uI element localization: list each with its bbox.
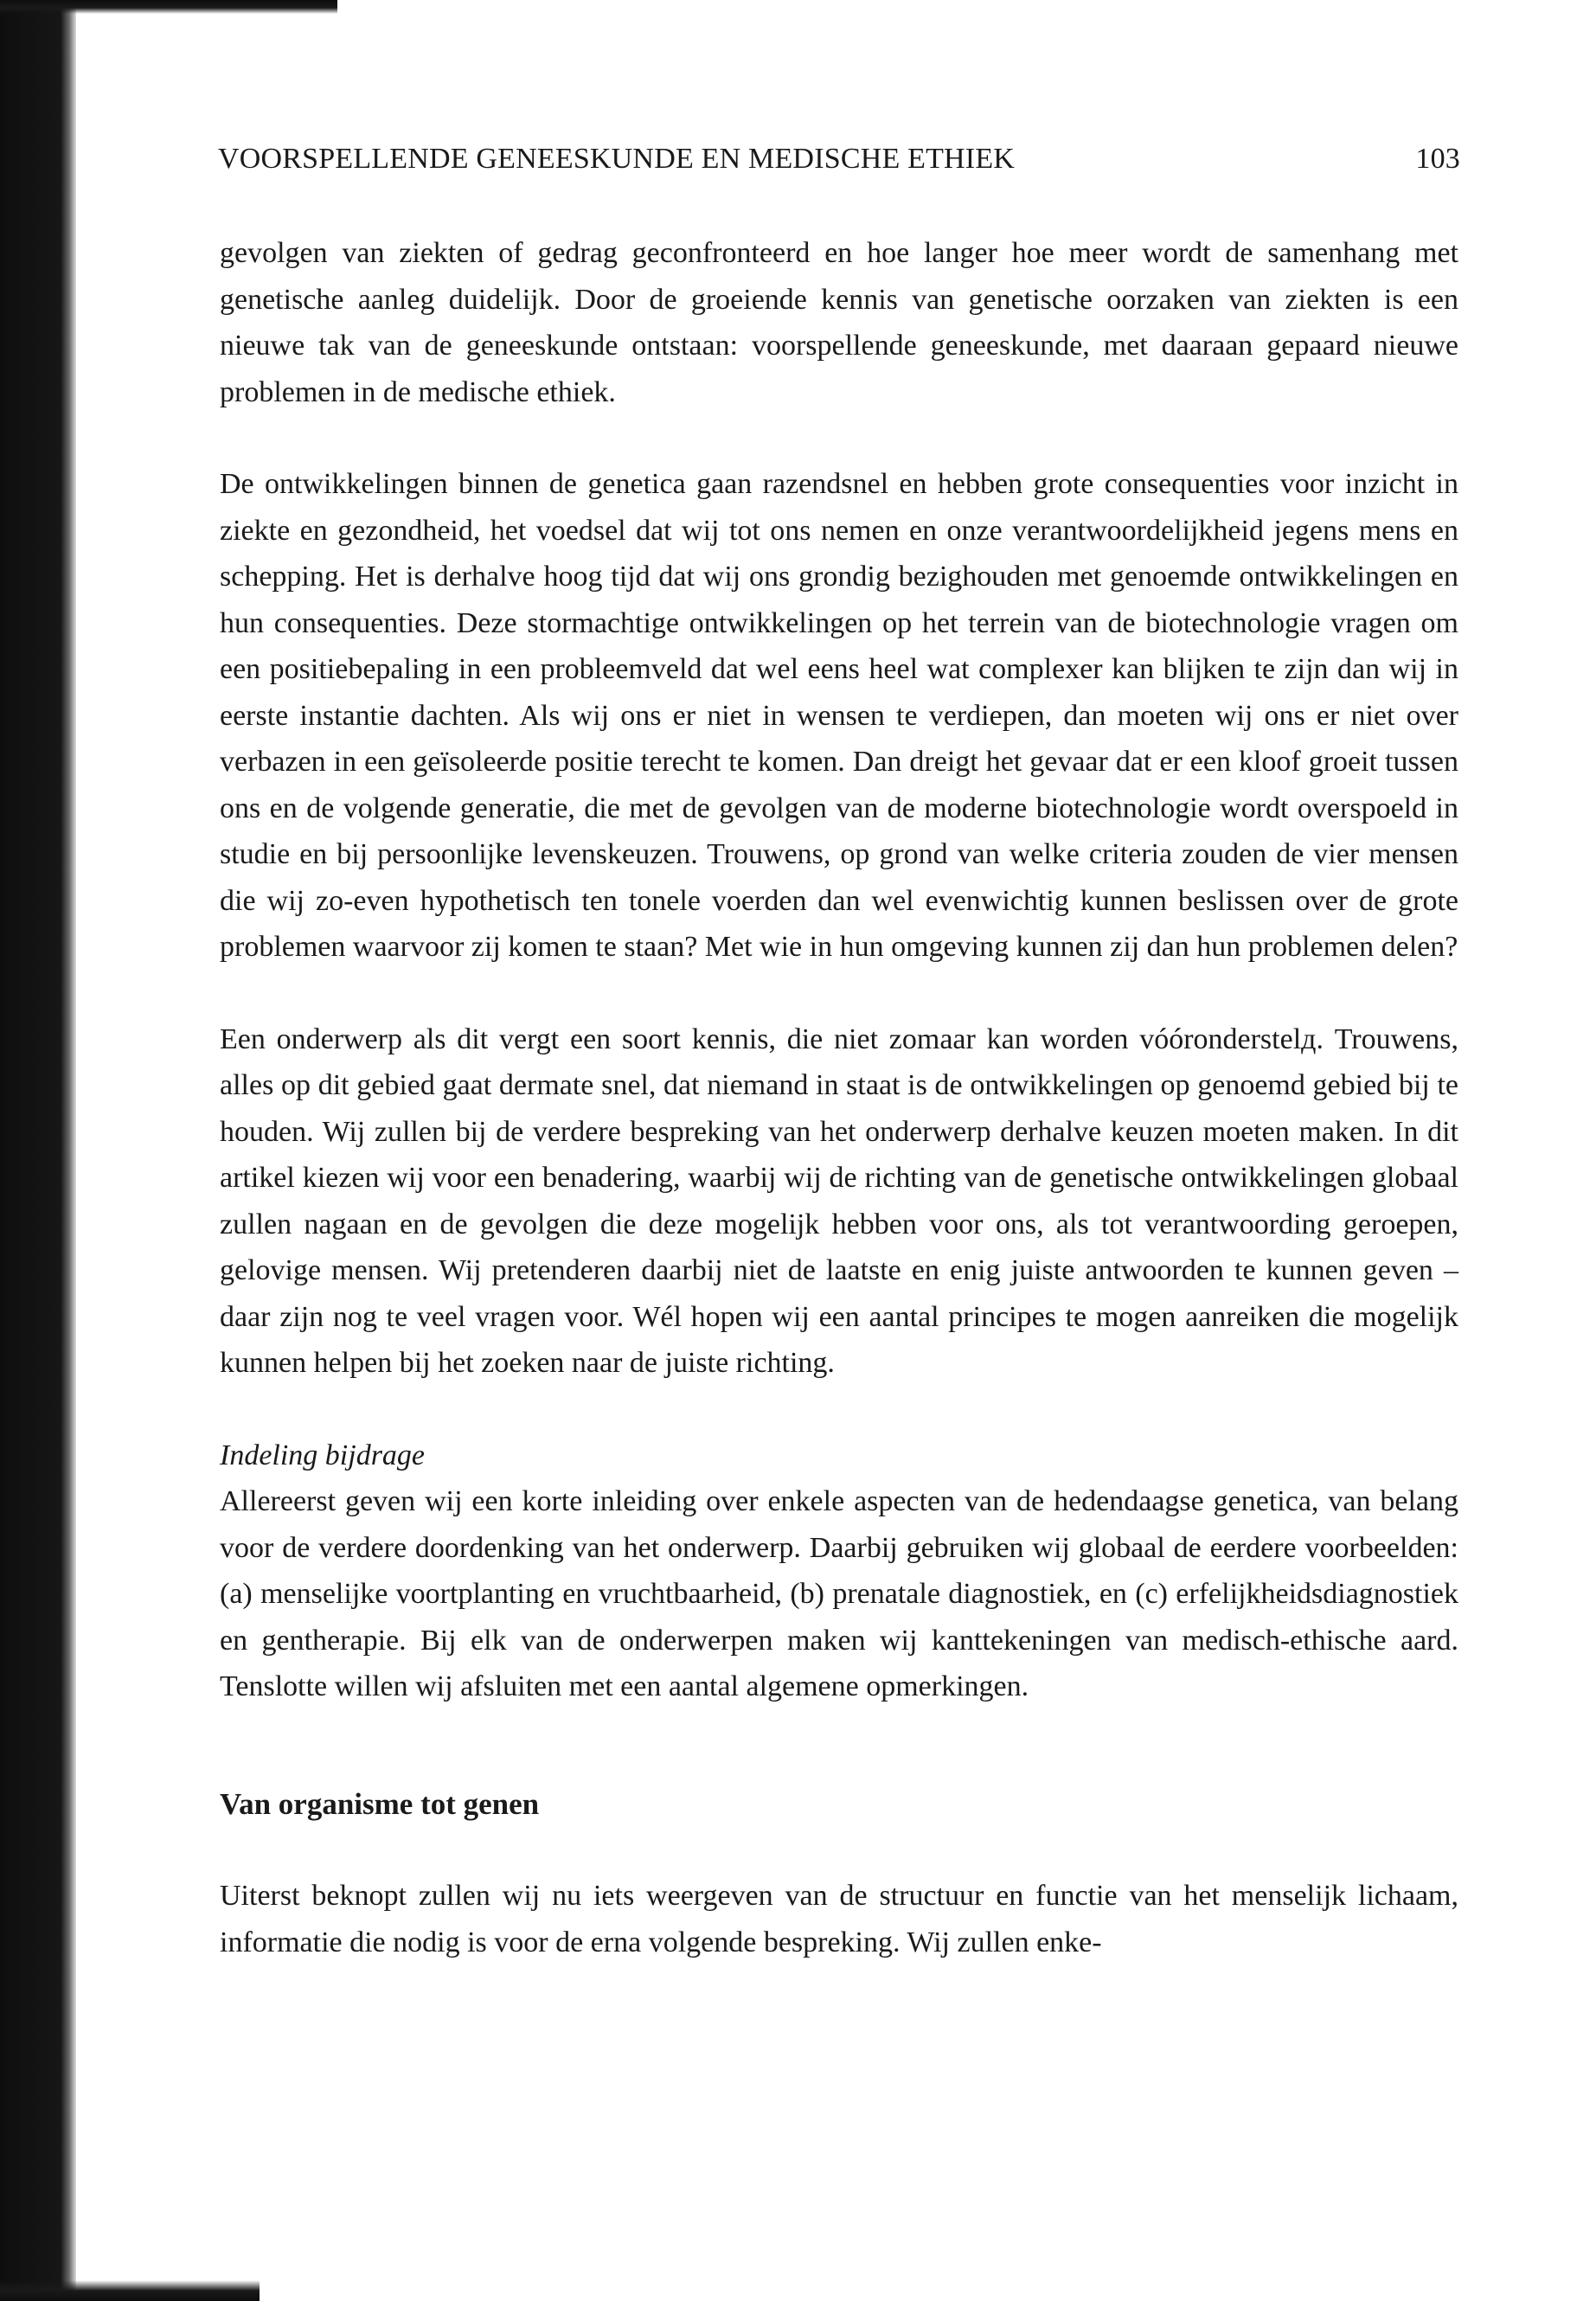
scan-edge-top [0, 0, 337, 14]
running-header [218, 138, 1460, 180]
paragraph-2: De ontwikkelingen binnen de genetica gaan razendsnel en hebben grote consequenties voor inzicht in ziekte en gezondheid, het voedsel dat wij tot ons nemen en onze verantwoordelijkheid jegens mens en schepping. Het is derhalve hoog tijd dat wij ons grondig bezighouden met genoemde ontwikkelingen en hun consequenties. Deze stormachtige ontwikkelingen op het terrein van de biotechnologie vragen om een positiebepaling in een probleemveld dat wel eens heel wat complexer kan blijken te zijn dan wij in eerste instantie dachten. Als wij ons er niet in wensen te verdiepen, dan moeten wij ons er niet over verbazen in een geïsoleerde positie terecht te komen. Dan dreigt het gevaar dat er een kloof groeit tussen ons en de volgende generatie, die met de gevolgen van de moderne biotechnologie wordt overspoeld in studie en bij persoonlijke levenskeuzen. Trouwens, op grond van welke criteria zouden de vier mensen die wij zo-even hypothetisch ten tonele voerden dan wel evenwichtig kunnen beslissen over de grote problemen waarvoor zij komen te staan? Met wie in hun omgeving kunnen zij dan hun problemen delen? [220, 468, 1458, 963]
page-number: 103 [1415, 143, 1460, 175]
paragraph-1: gevolgen van ziekten of gedrag geconfronteerd en hoe langer hoe meer wordt de samenhang met genetische aanleg duidelijk. Door de groeiende kennis van genetische oorzaken van ziekten is een nieuwe tak van de geneeskunde ontstaan: voorspellende geneeskunde, met daaraan gepaard nieuwe problemen in de medische ethiek. [220, 237, 1458, 408]
subsection-paragraph: Allereerst geven wij een korte inleiding over enkele aspecten van de hedendaagse genetica, van belang voor de verdere doordenking van het onderwerp. Daarbij gebruiken wij globaal de eerdere voorbeelden: (a) menselijke voortplanting en vruchtbaarheid, (b) prenatale diagnostiek, en (c) erfelijkheidsdiagnostiek en gentherapie. Bij elk van de onderwerpen maken wij kanttekeningen van medisch-ethische aard. Tenslotte willen wij afsluiten met een aantal algemene opmerkingen. [220, 1485, 1458, 1702]
running-title: VOORSPELLENDE GENEESKUNDE EN MEDISCHE ETHIEK [218, 143, 1016, 175]
section-paragraph: Uiterst beknopt zullen wij nu iets weergeven van de structuur en functie van het menselijk lichaam, informatie die nodig is voor de erna volgende bespreking. Wij zullen enke- [220, 1880, 1458, 1958]
binding-shadow-left [0, 0, 76, 2301]
body-text [220, 230, 1458, 1965]
scan-edge-bottom [0, 2280, 260, 2301]
paragraph-3: Een onderwerp als dit vergt een soort kennis, die niet zomaar kan worden vóóronderstelд. Trouwens, alles op dit gebied gaat dermate snel, dat niemand in staat is de ontwikkelingen op genoemd gebied bij te houden. Wij zullen bij de verdere bespreking van het onderwerp derhalve keuzen moeten maken. In dit artikel kiezen wij voor een benadering, waarbij wij de richting van de genetische ontwikkelingen globaal zullen nagaan en de gevolgen die deze mogelijk hebben voor ons, als tot verantwoording geroepen, gelovige mensen. Wij pretenderen daarbij niet de laatste en enig juiste antwoorden te kunnen geven – daar zijn nog te veel vragen voor. Wél hopen wij een aantal principes te mogen aanreiken die mogelijk kunnen helpen bij het zoeken naar de juiste richting. [220, 1022, 1458, 1379]
subsection-title: Indeling bijdrage [220, 1439, 426, 1471]
section-heading: Van organisme tot genen [220, 1786, 540, 1821]
